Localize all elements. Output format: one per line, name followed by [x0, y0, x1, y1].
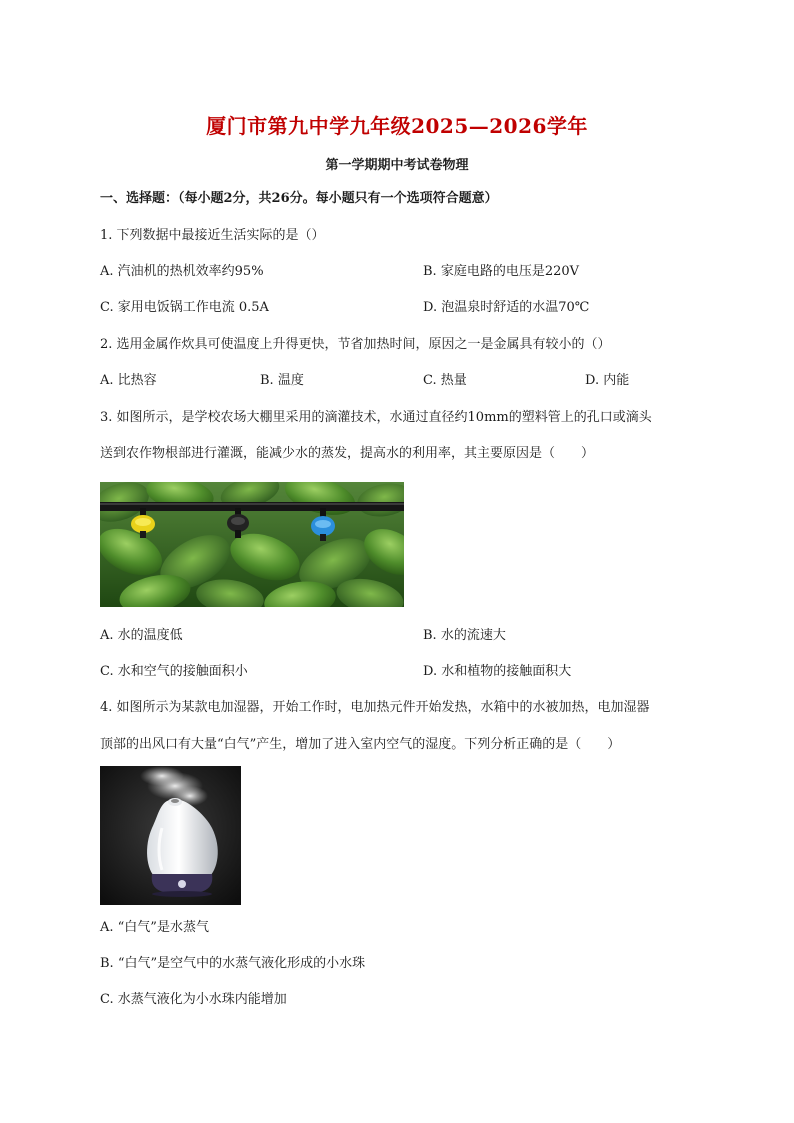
question-2-option-c: C. 热量 — [423, 373, 467, 388]
question-1-option-c: C. 家用电饭锅工作电流 0.5A — [100, 300, 269, 315]
question-3-stem-line-2: 送到农作物根部进行灌溉，能减少水的蒸发，提高水的利用率，其主要原因是（ ） — [100, 446, 595, 461]
question-4-stem-line-2: 顶部的出风口有大量“白气”产生，增加了进入室内空气的湿度。下列分析正确的是（ ） — [100, 737, 621, 752]
question-1-option-b: B. 家庭电路的电压是220V — [423, 264, 580, 279]
question-2-option-b: B. 温度 — [260, 373, 304, 388]
section-heading: 一、选择题：（每小题2分，共26分。每小题只有一个选项符合题意） — [100, 191, 498, 206]
question-2-option-d: D. 内能 — [585, 373, 630, 388]
question-1-option-a: A. 汽油机的热机效率约95% — [100, 264, 264, 279]
humidifier-photo — [100, 766, 241, 905]
page-subtitle: 第一学期期中考试卷物理 — [325, 158, 469, 173]
question-4-option-b: B. “白气”是空气中的水蒸气液化形成的小水珠 — [100, 956, 366, 971]
question-4-stem-line-1: 4. 如图所示为某款电加湿器，开始工作时，电加热元件开始发热，水箱中的水被加热，电加湿器 — [100, 700, 650, 715]
question-1-option-d: D. 泡温泉时舒适的水温70℃ — [423, 300, 590, 315]
question-3-option-c: C. 水和空气的接触面积小 — [100, 664, 248, 679]
question-4-option-c: C. 水蒸气液化为小水珠内能增加 — [100, 992, 287, 1007]
question-2-option-a: A. 比热容 — [100, 373, 157, 388]
question-2-stem: 2. 选用金属作炊具可使温度上升得更快，节省加热时间，原因之一是金属具有较小的（） — [100, 337, 611, 352]
question-3-stem-line-1: 3. 如图所示，是学校农场大棚里采用的滴灌技术，水通过直径约10mm的塑料管上的孔口或滴头 — [100, 410, 652, 425]
drip-irrigation-photo — [100, 482, 404, 607]
question-3-option-a: A. 水的温度低 — [100, 628, 183, 643]
page-title: 厦门市第九中学九年级2025—2026学年 — [206, 114, 588, 138]
question-3-option-b: B. 水的流速大 — [423, 628, 506, 643]
question-3-option-d: D. 水和植物的接触面积大 — [423, 664, 572, 679]
question-4-option-a: A. “白气”是水蒸气 — [100, 920, 209, 935]
question-1-stem: 1. 下列数据中最接近生活实际的是（） — [100, 228, 325, 243]
